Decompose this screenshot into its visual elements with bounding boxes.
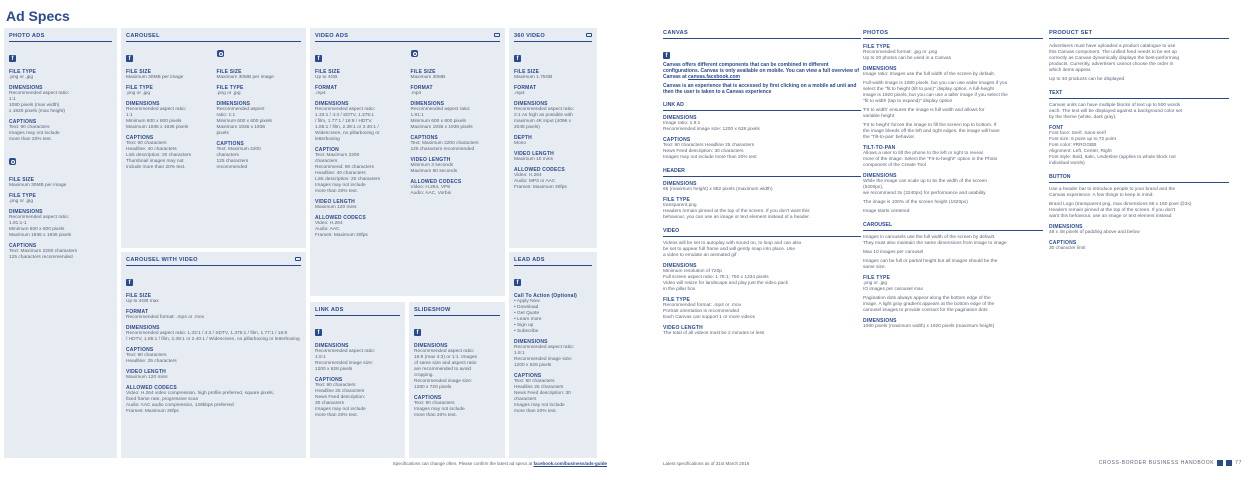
value: Recommended aspect ratio: 1.33:1 / 4:3 / SDTV, 1.375:1 / film, 1.77:1 / 16:9 / HDTV, 1.85:1 / film, 2.39:1 or 2.40:1 / Widescreen, no pillarboxing or letterboxing bbox=[126, 331, 300, 342]
right-footer-date: Latest specifications as of 31st March 2016 bbox=[663, 461, 750, 466]
value: Recommended aspect ratio: 1.9:1 Recommended image size: 1200 x 628 pixels bbox=[514, 345, 574, 368]
button-section-header: BUTTON bbox=[1049, 174, 1229, 183]
video-360-title: 360 VIDEO bbox=[514, 33, 545, 39]
product-set-header: PRODUCT SET bbox=[1049, 30, 1229, 39]
label: VIDEO LENGTH bbox=[410, 157, 451, 163]
facebook-icon: f bbox=[663, 52, 670, 59]
text-section-header: TEXT bbox=[1049, 90, 1229, 99]
value: Text: 90 characters Headline 25 characters News Feed description: 30 characters Images may not include more than 20% text bbox=[663, 143, 757, 160]
value: Images can be full or partial height but all images should be the same size. bbox=[863, 259, 998, 270]
label: CAPTIONS bbox=[414, 395, 442, 401]
instagram-icon bbox=[217, 50, 224, 57]
value: .mp4 bbox=[410, 91, 422, 96]
value: .png or .jpg IO images per carousel max bbox=[863, 281, 923, 292]
video-section-header: VIDEO bbox=[663, 228, 861, 237]
value: Recommended aspect ratio: 1.91:1 Minimum 600 x 600 pixels Maximum 1936 x 1936 pixels bbox=[410, 107, 473, 130]
value: Minimum resolution of 720p Full screen aspect ratio: 1.78:1; 750 x 1334 pixels Video will resize for landscape and play just the video pack in the pillar box bbox=[663, 269, 788, 292]
video-360-panel bbox=[509, 28, 597, 248]
value: Recommended format: .mp4 or .mov Portrait orientation is recommended Each Canvas can support 1 or more videos bbox=[663, 303, 755, 320]
cta-list bbox=[514, 299, 592, 335]
instagram-icon bbox=[411, 50, 418, 57]
label: DIMENSIONS bbox=[9, 209, 43, 215]
slideshow-header: SLIDESHOW bbox=[414, 307, 500, 316]
label: DIMENSIONS bbox=[1049, 224, 1083, 230]
value: Maximum 30MB per image bbox=[9, 183, 67, 188]
video-ads-header bbox=[315, 33, 500, 42]
screen-icon bbox=[295, 257, 301, 261]
value: Maximum 30MB per image bbox=[126, 75, 184, 80]
value: Video: H.264 Audio: MP3 or AAC Frames: Maximum 30fps bbox=[514, 173, 567, 190]
facebook-icon bbox=[1217, 460, 1223, 466]
slideshow-panel bbox=[409, 302, 505, 458]
value: Recommended format: .mp4 or .mov bbox=[126, 315, 205, 320]
label: FILE SIZE bbox=[514, 69, 540, 75]
facebook-icon: f bbox=[414, 329, 421, 336]
label: FILE SIZE bbox=[126, 293, 152, 299]
label: DIMENSIONS bbox=[414, 343, 448, 349]
facebook-icon: f bbox=[9, 55, 16, 62]
value: Minimum 3 seconds Maximum 60 seconds bbox=[410, 163, 458, 174]
label: DIMENSIONS bbox=[9, 85, 43, 91]
label: DIMENSIONS bbox=[863, 318, 897, 324]
value: Text: Maximum 2200 characters Recommend: 90 characters Headline: 40 characters Link description: 20 characters Images may not include more than 20% text. bbox=[315, 153, 381, 194]
label: FILE SIZE bbox=[126, 69, 152, 75]
carousel-header: CAROUSEL bbox=[126, 33, 301, 42]
cta-item: • Learn more bbox=[514, 317, 592, 323]
header-section-header: HEADER bbox=[663, 168, 861, 177]
label: FONT bbox=[1049, 125, 1064, 131]
page-title: Ad Specs bbox=[6, 8, 70, 24]
label: CAPTIONS bbox=[410, 135, 438, 141]
cta-item: • Sign up bbox=[514, 323, 592, 329]
value: .png or .jpg bbox=[126, 91, 151, 96]
link-ads-header: LINK ADS bbox=[315, 307, 400, 316]
photos-column bbox=[863, 30, 1043, 333]
value: Maximum 120 mins bbox=[315, 205, 357, 210]
carousel-video-title: CAROUSEL WITH VIDEO bbox=[126, 257, 198, 263]
value: Text: Maximum 2200 characters 125 characters recommended bbox=[9, 249, 77, 260]
value: Image ratio: 1.9:1 Recommended image size: 1200 x 628 pixels bbox=[663, 121, 760, 132]
instagram-icon bbox=[9, 158, 16, 165]
lead-ads-header: LEAD ADS bbox=[514, 257, 592, 266]
value: Pagination dots always appear along the bottom edge of the image. A light gray gradient appears at the bottom edge of the carousel images to provide contract for the pagination dots bbox=[863, 296, 995, 313]
page-number: 77 bbox=[1235, 460, 1242, 466]
value: Text: 90 characters Images may not include more than 20% text. bbox=[9, 125, 60, 142]
label: FILE SIZE bbox=[216, 69, 242, 75]
label: CAPTIONS bbox=[126, 135, 154, 141]
value: Recommended aspect ratio: 2:1 As high as possible with maximum 4K input (4096 x 2048 pixels) bbox=[514, 107, 574, 130]
value: Up to 4GB bbox=[315, 75, 338, 80]
carousel-video-header bbox=[126, 257, 301, 266]
label: CAPTIONS bbox=[9, 119, 37, 125]
value: 'Fit to height' forces the image to fill the screen top to bottom. If the image bleeds off the left and right edges, the image will have the 'Tilt-to-pan' behavior. bbox=[863, 123, 1000, 140]
value: Recommended aspect ratio: 1:1 1080 pixels (max width) x 1920 pixels (max height) bbox=[9, 91, 69, 114]
label: FORMAT bbox=[410, 85, 433, 91]
label: VIDEO LENGTH bbox=[315, 199, 355, 205]
value: .mp4 bbox=[514, 91, 525, 96]
value: Up to 4GB max bbox=[126, 299, 159, 304]
value: Mono bbox=[514, 141, 526, 146]
link-ads-panel bbox=[310, 302, 405, 458]
value: Video: H.264, VP8 Audio: AAC, Vorbis bbox=[410, 185, 452, 196]
value: The total of all videos must be 2 minutes or less bbox=[663, 331, 765, 336]
label: FORMAT bbox=[514, 85, 537, 91]
label: TILT-TO-PAN bbox=[863, 145, 896, 151]
label: FILE TYPE bbox=[9, 69, 37, 75]
value: 1080 pixels (maximum width) x 1920 pixels (maximum height) bbox=[863, 324, 995, 329]
screen-icon bbox=[586, 33, 592, 37]
handbook-title: CROSS-BORDER BUSINESS HANDBOOK bbox=[1098, 460, 1215, 466]
label: DIMENSIONS bbox=[126, 325, 160, 331]
label: FILE SIZE bbox=[9, 177, 35, 183]
value: The image is 100% of the screen height (1920px) bbox=[863, 200, 968, 205]
label: Call To Action (Optional) bbox=[514, 293, 578, 299]
label: VIDEO LENGTH bbox=[663, 325, 703, 331]
right-page bbox=[627, 0, 1254, 480]
handbook-footer bbox=[1099, 460, 1242, 466]
label: DIMENSIONS bbox=[410, 101, 445, 107]
value: Image starts centered bbox=[863, 209, 910, 214]
value: Allows a user to tilt the phone to the left or right to reveal more of the image. Select the "Fit-to-height" option in the Photo component of the Create Tool bbox=[863, 151, 998, 168]
facebook-icon: f bbox=[514, 279, 521, 286]
label: FILE TYPE bbox=[216, 85, 244, 91]
value: .png or .jpg bbox=[9, 75, 34, 80]
label: FILE TYPE bbox=[663, 297, 691, 303]
label: DIMENSIONS bbox=[863, 66, 897, 72]
product-set-column bbox=[1049, 30, 1229, 255]
label: DIMENSIONS bbox=[315, 343, 349, 349]
value: Video: H.264 video compression, high profile preferred, square pixels, fixed frame rate, progressive scan Audio: AAC audio compression, 128kbps preferred Frames: Maximum 30fps bbox=[126, 391, 275, 414]
facebook-icon: f bbox=[315, 329, 322, 336]
value: Max 10 images per carousel bbox=[863, 250, 924, 255]
value: Recommended aspect ratio: 1.91:1-1 Minimum 600 x 600 pixels Maximum 1936 x 1936 pixels bbox=[9, 215, 72, 238]
value: Brand Logo (transparent png, max dimensions 66 x 180 pixel @3x) Headers remain pinned at the top of the screen. If you don't want this behaviour, use an image or text element instead bbox=[1049, 202, 1192, 219]
value: Canvas units can have multiple blocks of text up to 500 words each. The text will be displayed against a background color set by the theme (white, dark gray). bbox=[1049, 103, 1183, 120]
facebook-icon: f bbox=[126, 279, 133, 286]
label: CAPTION bbox=[315, 147, 339, 153]
label: ALLOWED CODECS bbox=[514, 167, 565, 173]
value: Maximum 1.75GB bbox=[514, 75, 553, 80]
photos-header: PHOTOS bbox=[863, 30, 1043, 39]
carousel-video-panel bbox=[121, 252, 306, 458]
value: transparent.png Headers remain pinned at the top of the screen. If you don't want this behaviour, you can use an image or text element instead of a header. bbox=[663, 203, 810, 220]
facebook-icon: f bbox=[126, 55, 133, 62]
label: ALLOWED CODECS bbox=[410, 179, 462, 185]
canvas-header: CANVAS bbox=[663, 30, 861, 39]
value: Recommended aspect ratio: 1.33:1 / 4:3 / SDTV, 1.375:1 / film, 1.77:1 / 16:9 / HDTV, 1.85:1 / film, 2.39:1 or 2.40:1 / Widescreen, no pillarboxing or letterboxing bbox=[315, 107, 380, 142]
value: .png or .jpg bbox=[216, 91, 241, 96]
label: CAPTIONS bbox=[9, 243, 37, 249]
label: VIDEO LENGTH bbox=[514, 151, 554, 157]
label: CAPTIONS bbox=[1049, 240, 1077, 246]
label: DIMENSIONS bbox=[863, 173, 897, 179]
label: DIMENSIONS bbox=[514, 101, 548, 107]
value: Recommended aspect ratio: 1.9:1 Recommended image size: 1200 x 628 pixels bbox=[315, 349, 375, 372]
value: Text: 90 characters Headline 25 characters News Feed description: 30 characters Images may not include more than 20% text. bbox=[514, 379, 571, 414]
label: CAPTIONS bbox=[315, 377, 343, 383]
instagram-icon bbox=[1226, 460, 1232, 466]
carousel-panel bbox=[121, 28, 306, 248]
label: DIMENSIONS bbox=[315, 101, 349, 107]
screen-icon bbox=[494, 33, 500, 37]
value: 66 (maximum height) x 882 pixels (maximum width) bbox=[663, 187, 773, 192]
facebook-icon: f bbox=[315, 55, 322, 62]
cta-item: • Download bbox=[514, 305, 592, 311]
video-ads-panel bbox=[310, 28, 505, 296]
lead-ads-panel bbox=[509, 252, 597, 458]
value: .mp4 bbox=[315, 91, 326, 96]
value: Recommended aspect ratio: 1:1 Minimum 600 x 600 pixels Maximum 1936 x 1936 pixels bbox=[216, 107, 272, 136]
label: FILE SIZE bbox=[410, 69, 436, 75]
left-footer-text: Specifications can change often. Please confirm the latest ad specs at bbox=[392, 461, 534, 466]
left-footer bbox=[393, 461, 607, 466]
canvas-intro bbox=[663, 62, 861, 80]
value: Maximum 120 mins bbox=[126, 375, 168, 380]
value: Maximum 30MB per image bbox=[216, 75, 274, 80]
carousel-section-header: CAROUSEL bbox=[863, 222, 1043, 231]
canvas-column bbox=[663, 30, 861, 340]
label: FILE TYPE bbox=[863, 275, 891, 281]
value: 'Fit to width' ensures the image is full width and allows for variable height bbox=[863, 108, 985, 119]
cta-item: • Apply Now bbox=[514, 299, 592, 305]
value: Use a header bar to introduce people to your brand and the Canvas experience. A few things to keep in mind: bbox=[1049, 187, 1176, 198]
photo-ads-header: PHOTO ADS bbox=[9, 33, 112, 42]
label: FILE TYPE bbox=[663, 197, 691, 203]
label: DIMENSIONS bbox=[126, 101, 160, 107]
value: While the image can scale up to 5x the width of the screen (5400px), we recommend 3x (3240px) for performance and usability bbox=[863, 179, 987, 196]
label: DEPTH bbox=[514, 135, 532, 141]
value: .png or .jpg bbox=[9, 199, 34, 204]
label: DIMENSIONS bbox=[514, 339, 548, 345]
value: Recommended format: .jpg or .png Up to 20 photos can be used in a Canvas bbox=[863, 50, 952, 61]
value: 30 character limit bbox=[1049, 246, 1086, 251]
video-ads-title: VIDEO ADS bbox=[315, 33, 349, 39]
label: FORMAT bbox=[315, 85, 338, 91]
value: Text: Maximum 2200 characters 125 characters recommended bbox=[216, 147, 261, 170]
cta-item: • Get Quote bbox=[514, 311, 592, 317]
label: DIMENSIONS bbox=[216, 101, 251, 107]
video-360-header bbox=[514, 33, 592, 42]
label: FILE SIZE bbox=[315, 69, 341, 75]
value: Font face: Serif, Sans-serif Font size: 6 point up to 72 point Font color: #RRGGBB Alignment: Left, Center, Right Font style: Bold, Italic, Underline (applies to whole block not individual words) bbox=[1049, 131, 1176, 166]
label: DIMENSIONS bbox=[663, 263, 697, 269]
value: Text: 90 characters Images may not include more than 20% text. bbox=[414, 401, 465, 418]
canvas-link[interactable]: canvas.facebook.com bbox=[688, 74, 740, 80]
value: Image ratio: Images use the full width of the screen by default. bbox=[863, 72, 995, 77]
value: Up to 40 products can be displayed bbox=[1049, 77, 1125, 82]
canvas-intro-text: Canvas offers different components that can be combined in different configurations. Canvas is only available on mobile. You can view a full overview of Canvas at bbox=[663, 62, 859, 80]
value: 48 x 48 pixels of padding above and below bbox=[1049, 230, 1140, 235]
label: DIMENSIONS bbox=[663, 181, 697, 187]
label: FILE TYPE bbox=[126, 85, 154, 91]
label: FILE TYPE bbox=[863, 44, 891, 50]
label: CAPTIONS bbox=[126, 347, 154, 353]
value: Text: Maximum 2200 characters 125 characters recommended bbox=[410, 141, 479, 152]
label: CAPTIONS bbox=[514, 373, 542, 379]
value: Recommended aspect ratio: 1:1 Minimum 600 x 600 pixels Maximum 1936 x 1936 pixels bbox=[126, 107, 189, 130]
value: Text: 90 characters Headline: 25 characters bbox=[126, 353, 177, 364]
photo-ads-panel bbox=[4, 28, 117, 458]
value: Maximum 30MB bbox=[410, 75, 446, 80]
link-ad-header: LINK AD bbox=[663, 102, 861, 111]
label: CAPTIONS bbox=[663, 137, 691, 143]
value: Full-width image is 1080 pixels, but you can use wider images if you select the "fit to height (tilt to pan)" display option. A full-height image is 1920 pixels, but you can use a taller image if you select the "fit to width (tap to expand)" display option bbox=[863, 81, 1008, 104]
ads-guide-link[interactable]: facebook.com/business/ads-guide bbox=[533, 461, 607, 466]
label: CAPTIONS bbox=[216, 141, 244, 147]
value: Recommended aspect ratio: 16:9 (max 4:3) or 1:1. Images of same size and aspect ratio are recommended to avoid cropping. Recommended image size: 1280 x 720 pixels bbox=[414, 349, 477, 390]
label: FORMAT bbox=[126, 309, 149, 315]
label: ALLOWED CODECS bbox=[315, 215, 366, 221]
value: Maximum 10 mins bbox=[514, 157, 553, 162]
cta-item: • Subscribe bbox=[514, 329, 592, 335]
facebook-icon: f bbox=[514, 55, 521, 62]
label: ALLOWED CODECS bbox=[126, 385, 177, 391]
canvas-intro-2: Canvas is an experience that is accessed by first clicking on a mobile ad unit and then the user is taken to a Canvas experience bbox=[663, 83, 857, 95]
value: Images in carousels use the full width of the screen by default. They must also maintain the same dimensions from image to image bbox=[863, 235, 1007, 246]
value: Advertisers must have uploaded a product catalogue to use this Canvas component. The unified feed needs to be set up correctly as Canvas dynamically displays the best-performing products. Currently, advertisers cannot choose the order in which items appear. bbox=[1049, 44, 1180, 73]
label: VIDEO LENGTH bbox=[126, 369, 166, 375]
value: Videos will be set to autoplay with sound on, to loop and can also be set to appear full frame and will gently snap into place. Use a video to emulate an animated gif bbox=[663, 241, 802, 258]
value: Video: H.264 Audio: AAC Frames: Maximum 30fps bbox=[315, 221, 368, 238]
label: FILE TYPE bbox=[9, 193, 37, 199]
value: Text: 90 characters Headline: 40 characters Link description: 20 characters Thumbnail images may not include more than 20% text. bbox=[126, 141, 192, 170]
label: DIMENSIONS bbox=[663, 115, 697, 121]
value: Text: 90 characters Headline 25 characters News Feed description: 30 characters Images may not include more than 20% text. bbox=[315, 383, 366, 418]
